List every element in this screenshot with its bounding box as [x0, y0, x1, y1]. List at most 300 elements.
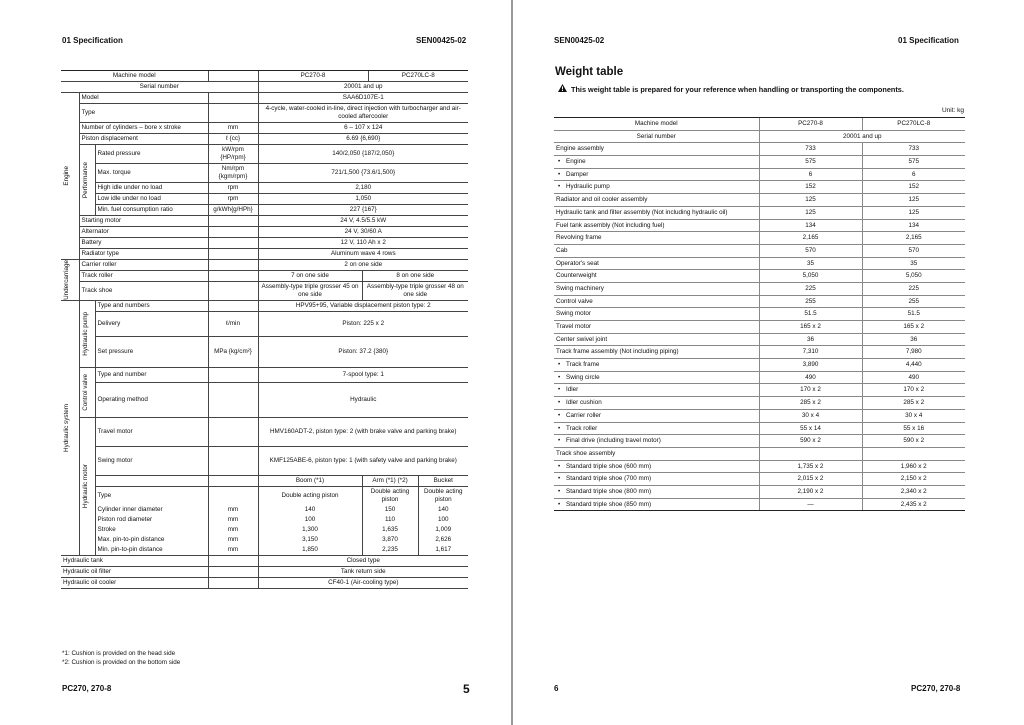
weight-row-text: Swing motor: [556, 310, 591, 318]
weight-value-pc270lc-8: 590 x 2: [862, 435, 965, 448]
weight-value-pc270lc-8: 51.5: [862, 308, 965, 321]
table-row: [554, 321, 965, 334]
spec-value: 24 V, 30/60 A: [258, 227, 468, 238]
page-header-section: 01 Specification: [898, 36, 959, 45]
spec-label: Min. fuel consumption ratio: [95, 205, 208, 216]
page-header-section: 01 Specification: [62, 36, 123, 45]
spec-label: Max. torque: [95, 164, 208, 183]
weight-value-pc270-8: 2,190 x 2: [759, 485, 862, 498]
spec-label: Type and numbers: [95, 301, 208, 312]
spec-value: 1,300: [258, 525, 362, 535]
undercarriage-group-label: Undercarriage: [63, 260, 70, 300]
weight-row-text: Control valve: [556, 297, 593, 305]
weight-value-pc270lc-8: 2,150 x 2: [862, 473, 965, 486]
weight-row-label: [554, 346, 759, 359]
spec-value: CF40-1 (Air-cooling type): [258, 578, 468, 589]
table-row: [61, 216, 468, 227]
spec-unit: [208, 227, 258, 238]
machine-model-label: Machine model: [61, 71, 208, 82]
control-valve-group-cell: [79, 368, 95, 418]
hydraulic-pump-group-label: Hydraulic pump: [81, 312, 89, 356]
hydraulic-motor-group-label: Hydraulic motor: [81, 464, 89, 509]
spec-label: Swing motor: [95, 447, 208, 476]
weight-row-text: Swing machinery: [556, 284, 604, 292]
weight-row-label: [554, 498, 759, 511]
table-row: [61, 515, 468, 525]
spec-value: Hydraulic: [258, 383, 468, 418]
weight-value-pc270lc-8: 2,435 x 2: [862, 498, 965, 511]
specification-table: [61, 70, 468, 589]
spec-value: 12 V, 110 Ah x 2: [258, 238, 468, 249]
blank-cell: [95, 476, 208, 487]
spec-value: SAA6D107E-1: [258, 93, 468, 104]
table-row: [554, 308, 965, 321]
weight-row-label: [554, 295, 759, 308]
bullet-icon: •: [558, 475, 561, 483]
weight-row-label: [554, 282, 759, 295]
weight-value-pc270-8: 134: [759, 219, 862, 232]
weight-value-pc270lc-8: 255: [862, 295, 965, 308]
bullet-icon: •: [558, 361, 561, 369]
table-row: [61, 227, 468, 238]
weight-value-pc270lc-8: 36: [862, 333, 965, 346]
table-row: [61, 505, 468, 515]
spec-value: 227 {167}: [258, 205, 468, 216]
table-row: [554, 346, 965, 359]
spec-value: 150: [362, 505, 418, 515]
table-row: [554, 206, 965, 219]
weight-value-pc270lc-8: 134: [862, 219, 965, 232]
engine-group-cell: [61, 93, 79, 260]
table-row: [61, 337, 468, 368]
hydraulic-system-group-label: Hydraulic system: [63, 404, 70, 452]
spec-label: Hydraulic oil filter: [61, 567, 208, 578]
weight-value-pc270lc-8: 5,050: [862, 270, 965, 283]
weight-row-text: Final drive (including travel motor): [566, 437, 661, 445]
weight-row-text: Travel motor: [556, 323, 592, 331]
bullet-icon: •: [558, 386, 561, 394]
spec-label: Carrier roller: [79, 260, 208, 271]
table-row: [554, 435, 965, 448]
footnote: *2: Cushion is provided on the bottom side: [62, 658, 181, 666]
weight-value-pc270lc-8: 55 x 16: [862, 422, 965, 435]
weight-value-pc270lc-8: [862, 447, 965, 460]
weight-row-text: Track roller: [566, 424, 598, 432]
spec-unit: ℓ {cc}: [208, 134, 258, 145]
spec-unit: [208, 282, 258, 301]
spec-unit: mm: [208, 525, 258, 535]
weight-value-pc270-8: 575: [759, 156, 862, 169]
weight-value-pc270lc-8: 6: [862, 168, 965, 181]
spec-label: Model: [79, 93, 208, 104]
bullet-icon: •: [558, 399, 561, 407]
weight-value-pc270lc-8: 575: [862, 156, 965, 169]
spec-unit: [208, 216, 258, 227]
spec-label: Starting motor: [79, 216, 208, 227]
table-row: [61, 578, 468, 589]
weight-table-title: Weight table: [555, 66, 624, 78]
weight-value-pc270lc-8: 285 x 2: [862, 397, 965, 410]
weight-row-label: [554, 257, 759, 270]
weight-value-pc270-8: 2,015 x 2: [759, 473, 862, 486]
weight-value-pc270lc-8: 2,165: [862, 232, 965, 245]
weight-row-text: Standard triple shoe (700 mm): [566, 475, 652, 483]
blank-cell: [208, 476, 258, 487]
weight-value-pc270-8: 2,165: [759, 232, 862, 245]
weight-row-text: Radiator and oil cooler assembly: [556, 196, 648, 204]
weight-note-text: This weight table is prepared for your reference when handling or transporting the components.: [571, 85, 904, 94]
cyl-head-bucket: Bucket: [418, 476, 468, 487]
spec-label: Max. pin-to-pin distance: [97, 536, 165, 544]
spec-value: Piston: 225 x 2: [258, 312, 468, 337]
spec-value: Double acting piston: [418, 487, 468, 506]
spec-unit: [208, 260, 258, 271]
footer-model: PC270, 270-8: [62, 684, 112, 693]
model-pc270lc-8: PC270LC-8: [368, 71, 468, 82]
weight-value-pc270-8: 55 x 14: [759, 422, 862, 435]
serial-number-value: 20001 and up: [759, 130, 965, 143]
table-row: [554, 460, 965, 473]
weight-value-pc270-8: 590 x 2: [759, 435, 862, 448]
table-row: [554, 118, 965, 131]
page-number: 6: [554, 684, 559, 693]
cyl-head-boom: Boom (*1): [258, 476, 362, 487]
weight-row-label: [554, 371, 759, 384]
bullet-icon: •: [558, 158, 561, 166]
table-row: [61, 93, 468, 104]
page-number: 5: [463, 682, 470, 696]
spec-value: HPV95+95, Variable displacement piston type: 2: [258, 301, 468, 312]
bullet-icon: •: [558, 500, 561, 508]
spacer-cell: [208, 71, 258, 82]
spec-value: 1,009: [418, 525, 468, 535]
spec-value: Double acting piston: [258, 487, 362, 506]
spec-label: High idle under no load: [95, 183, 208, 194]
weight-row-text: Cab: [556, 246, 568, 254]
table-row: [61, 301, 468, 312]
spec-value: 100: [258, 515, 362, 525]
table-row: [61, 271, 468, 282]
spec-label: Stroke: [97, 526, 116, 534]
spec-value: 3,870: [362, 535, 418, 545]
spec-value: 1,850: [258, 545, 362, 556]
weight-row-text: Counterweight: [556, 272, 597, 280]
spec-label: Track shoe: [79, 282, 208, 301]
table-row: [61, 312, 468, 337]
weight-row-label: [554, 447, 759, 460]
table-row: [554, 282, 965, 295]
spec-unit: [208, 447, 258, 476]
spec-label: Type: [79, 104, 208, 123]
spec-unit: mm: [208, 515, 258, 525]
spec-value: 1,050: [258, 194, 468, 205]
spec-value: Aluminum wave 4 rows: [258, 249, 468, 260]
weight-row-label: [554, 485, 759, 498]
spec-value: 1,635: [362, 525, 418, 535]
weight-value-pc270lc-8: 1,960 x 2: [862, 460, 965, 473]
weight-row-label: [554, 143, 759, 156]
table-row: [61, 123, 468, 134]
spec-unit: [208, 368, 258, 383]
weight-value-pc270lc-8: 170 x 2: [862, 384, 965, 397]
weight-value-pc270-8: 490: [759, 371, 862, 384]
spec-unit: [208, 104, 258, 123]
weight-value-pc270lc-8: 733: [862, 143, 965, 156]
weight-row-text: Carrier roller: [566, 411, 601, 419]
table-row: [61, 383, 468, 418]
bullet-icon: •: [558, 437, 561, 445]
weight-table-note: [558, 84, 904, 94]
weight-value-pc270-8: 5,050: [759, 270, 862, 283]
weight-row-text: Hydraulic pump: [566, 183, 610, 191]
page-header-doc-id: SEN00425-02: [416, 36, 467, 45]
weight-row-text: Engine assembly: [556, 145, 604, 153]
undercarriage-group-cell: [61, 260, 79, 301]
footnotes: [62, 650, 180, 667]
weight-row-text: Standard triple shoe (800 mm): [566, 487, 652, 495]
cyl-head-arm: Arm (*1) (*2): [362, 476, 418, 487]
table-row: [554, 181, 965, 194]
weight-row-label: [554, 321, 759, 334]
weight-row-text: Hydraulic tank and filter assembly (Not including hydraulic oil): [556, 208, 728, 216]
spec-value: 721/1,500 {73.6/1,500}: [258, 164, 468, 183]
table-row: [61, 194, 468, 205]
spec-label: Set pressure: [95, 337, 208, 368]
weight-row-label: [554, 194, 759, 207]
weight-value-pc270-8: 733: [759, 143, 862, 156]
spec-label: Hydraulic oil cooler: [61, 578, 208, 589]
engine-group-label: Engine: [63, 166, 70, 186]
weight-value-pc270-8: 152: [759, 181, 862, 194]
weight-row-text: Track shoe assembly: [556, 449, 616, 457]
serial-number-label: Serial number: [61, 82, 258, 93]
spec-value: 140/2,050 {187/2,050}: [258, 145, 468, 164]
spec-value: Tank return side: [258, 567, 468, 578]
weight-value-pc270-8: 570: [759, 244, 862, 257]
spec-unit: [208, 578, 258, 589]
model-pc270lc-8: PC270LC-8: [862, 118, 965, 131]
weight-row-text: Revolving frame: [556, 234, 602, 242]
bullet-icon: •: [558, 411, 561, 419]
spec-value: 6 – 107 x 124: [258, 123, 468, 134]
table-row: [554, 485, 965, 498]
weight-value-pc270-8: 3,890: [759, 359, 862, 372]
weight-value-pc270lc-8: 125: [862, 206, 965, 219]
performance-group-label: Performance: [81, 161, 89, 199]
spec-unit: mm: [208, 535, 258, 545]
serial-number-value: 20001 and up: [258, 82, 468, 93]
table-row: [554, 257, 965, 270]
spec-value: 2,180: [258, 183, 468, 194]
weight-value-pc270-8: 6: [759, 168, 862, 181]
weight-value-pc270lc-8: 165 x 2: [862, 321, 965, 334]
weight-row-label: [554, 460, 759, 473]
footnote: *1: Cushion is provided on the head side: [62, 650, 176, 657]
spec-unit: [208, 556, 258, 567]
spec-unit: [208, 383, 258, 418]
weight-value-pc270-8: 225: [759, 282, 862, 295]
spec-value: HMV160ADT-2, piston type: 2 (with brake valve and parking brake): [258, 418, 468, 447]
weight-row-label: [554, 156, 759, 169]
weight-value-pc270-8: 170 x 2: [759, 384, 862, 397]
weight-row-label: [554, 397, 759, 410]
table-row: [61, 487, 468, 506]
weight-row-text: Damper: [566, 170, 589, 178]
table-row: [61, 567, 468, 578]
weight-value-pc270-8: 285 x 2: [759, 397, 862, 410]
spec-value: 7 on one side: [258, 271, 362, 282]
spec-label: Radiator type: [79, 249, 208, 260]
bullet-icon: •: [558, 183, 561, 191]
weight-row-label: [554, 244, 759, 257]
spec-unit: Nm/rpm {kgm/rpm}: [208, 164, 258, 183]
bullet-icon: •: [558, 487, 561, 495]
spec-label: Rated pressure: [95, 145, 208, 164]
spec-value: 110: [362, 515, 418, 525]
weight-row-text: Fuel tank assembly (Not including fuel): [556, 221, 665, 229]
spec-unit: ℓ/min: [208, 312, 258, 337]
weight-row-label: [554, 409, 759, 422]
weight-row-label: [554, 359, 759, 372]
weight-row-text: Idler cushion: [566, 399, 602, 407]
spec-label: Operating method: [95, 383, 208, 418]
table-row: [61, 418, 468, 447]
spec-unit: g/kWh{g/HPh}: [208, 205, 258, 216]
bullet-icon: •: [558, 373, 561, 381]
table-row: [61, 476, 468, 487]
warning-triangle-icon: [558, 84, 567, 94]
machine-model-label: Machine model: [554, 118, 759, 131]
weight-row-text: Track frame: [566, 361, 600, 369]
weight-row-text: Standard triple shoe (600 mm): [566, 462, 652, 470]
table-row: [554, 168, 965, 181]
spec-label: Type and number: [95, 368, 208, 383]
weight-value-pc270lc-8: 2,340 x 2: [862, 485, 965, 498]
spec-value: Closed type: [258, 556, 468, 567]
spec-unit: [208, 301, 258, 312]
model-pc270-8: PC270-8: [759, 118, 862, 131]
table-row: [61, 238, 468, 249]
weight-value-pc270-8: 30 x 4: [759, 409, 862, 422]
weight-row-label: [554, 206, 759, 219]
serial-number-label: Serial number: [554, 130, 759, 143]
spec-unit: mm: [208, 505, 258, 515]
footer-model: PC270, 270-8: [911, 684, 961, 693]
table-row: [61, 104, 468, 123]
spec-value: Piston: 37.2 {380}: [258, 337, 468, 368]
spec-value: 3,150: [258, 535, 362, 545]
weight-value-pc270-8: —: [759, 498, 862, 511]
spec-value: 2 on one side: [258, 260, 468, 271]
spec-label: Travel motor: [95, 418, 208, 447]
weight-value-pc270-8: 125: [759, 194, 862, 207]
spec-value: 2,626: [418, 535, 468, 545]
spec-label: Piston rod diameter: [97, 516, 153, 524]
spec-label: Battery: [79, 238, 208, 249]
table-row: [554, 295, 965, 308]
weight-row-text: Engine: [566, 158, 586, 166]
control-valve-group-label: Control valve: [81, 374, 89, 411]
weight-row-text: Track frame assembly (Not including piping): [556, 348, 679, 356]
spec-value: 100: [418, 515, 468, 525]
table-row: [554, 232, 965, 245]
spec-value: Assembly-type triple grosser 45 on one side: [258, 282, 362, 301]
weight-value-pc270-8: 255: [759, 295, 862, 308]
table-row: [61, 545, 468, 556]
table-row: [61, 205, 468, 216]
table-row: [61, 260, 468, 271]
spec-unit: [208, 93, 258, 104]
spec-value: KMF125ABE-6, piston type: 1 (with safety valve and parking brake): [258, 447, 468, 476]
unit-label: Unit: kg: [941, 107, 964, 114]
weight-value-pc270-8: 7,310: [759, 346, 862, 359]
table-row: [554, 498, 965, 511]
spec-value: 24 V, 4.5/5.5 kW: [258, 216, 468, 227]
spec-label: Min. pin-to-pin distance: [97, 546, 163, 554]
hydraulic-system-group-cell: [61, 301, 79, 556]
table-row: [554, 397, 965, 410]
spec-unit: [208, 487, 258, 506]
spec-value: Double acting piston: [362, 487, 418, 506]
spec-unit: kW/rpm {HP/rpm}: [208, 145, 258, 164]
table-row: [61, 368, 468, 383]
weight-value-pc270lc-8: 30 x 4: [862, 409, 965, 422]
weight-value-pc270-8: [759, 447, 862, 460]
weight-value-pc270lc-8: 225: [862, 282, 965, 295]
model-pc270-8: PC270-8: [258, 71, 368, 82]
weight-value-pc270lc-8: 152: [862, 181, 965, 194]
table-row: [61, 535, 468, 545]
table-row: [61, 556, 468, 567]
table-row: [554, 359, 965, 372]
spec-label: Alternator: [79, 227, 208, 238]
weight-row-label: [554, 270, 759, 283]
spec-label: Piston displacement: [79, 134, 208, 145]
spec-unit: MPa {kg/cm²}: [208, 337, 258, 368]
table-row: [61, 447, 468, 476]
performance-group-cell: [79, 145, 95, 216]
weight-value-pc270lc-8: 490: [862, 371, 965, 384]
weight-row-label: [554, 435, 759, 448]
table-row: [554, 130, 965, 143]
hydraulic-motor-group-cell: [79, 418, 95, 556]
table-row: [61, 183, 468, 194]
table-row: [554, 409, 965, 422]
table-row: [554, 143, 965, 156]
weight-table: [554, 117, 965, 511]
weight-row-label: [554, 219, 759, 232]
spec-value: 2,235: [362, 545, 418, 556]
table-row: [61, 145, 468, 164]
weight-row-label: [554, 422, 759, 435]
table-row: [554, 447, 965, 460]
table-row: [554, 219, 965, 232]
table-row: [554, 422, 965, 435]
table-row: [554, 156, 965, 169]
bullet-icon: •: [558, 424, 561, 432]
spec-unit: [208, 271, 258, 282]
spec-label: Low idle under no load: [95, 194, 208, 205]
table-row: [61, 525, 468, 535]
spec-unit: [208, 238, 258, 249]
table-row: [61, 249, 468, 260]
spec-unit: rpm: [208, 194, 258, 205]
right-page: [513, 0, 1024, 725]
weight-value-pc270-8: 51.5: [759, 308, 862, 321]
table-row: [61, 282, 468, 301]
spec-value: 140: [418, 505, 468, 515]
bullet-icon: •: [558, 170, 561, 178]
